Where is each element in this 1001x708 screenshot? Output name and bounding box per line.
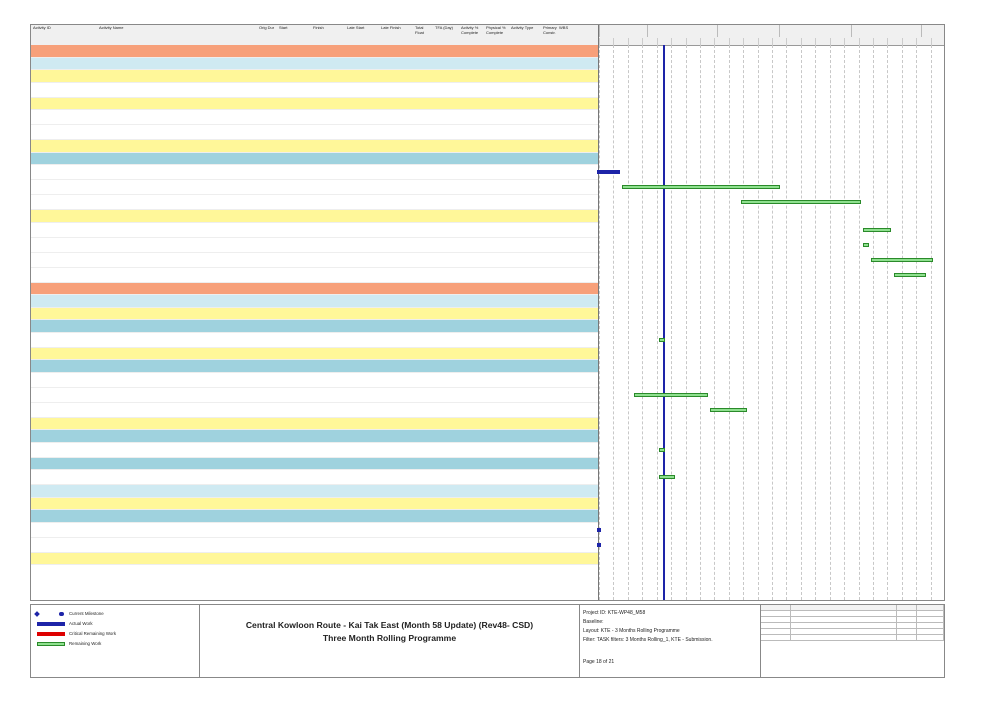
activity-row (31, 523, 598, 538)
revision-cell (917, 635, 944, 641)
activity-row (31, 223, 598, 238)
legend (31, 605, 200, 677)
week-label (599, 38, 613, 45)
actual-work-bar (597, 543, 601, 547)
activity-row (31, 403, 598, 418)
week-label (628, 38, 642, 45)
column-header: Primary Constr. (543, 26, 557, 35)
wbs-row (31, 70, 598, 83)
activity-row (31, 268, 598, 283)
actual-work-bar (597, 170, 620, 174)
report-subtitle: Three Month Rolling Programme (322, 633, 457, 643)
activity-row (31, 388, 598, 403)
activity-row (31, 470, 598, 485)
month-number (921, 31, 945, 37)
actual-work-swatch (37, 622, 65, 626)
week-label (916, 38, 930, 45)
critical-remaining-swatch (37, 632, 65, 636)
week-gridline (887, 45, 888, 600)
wbs-row (31, 485, 598, 498)
week-gridline (859, 45, 860, 600)
week-gridline (743, 45, 744, 600)
column-header: Total Float (415, 26, 424, 35)
wbs-row (31, 58, 598, 71)
activity-row (31, 110, 598, 125)
column-header: Activity ID (33, 26, 51, 30)
wbs-row (31, 98, 598, 111)
week-gridline (902, 45, 903, 600)
actual-work-bar (597, 528, 601, 532)
week-label (931, 38, 945, 45)
activity-row (31, 443, 598, 458)
gantt-chart (598, 25, 944, 600)
week-label (887, 38, 901, 45)
week-label (859, 38, 873, 45)
column-header: Activity Type (511, 26, 534, 30)
wbs-row (31, 498, 598, 511)
remaining-work-bar (871, 258, 933, 262)
column-header: WBS (559, 26, 569, 30)
week-label (772, 38, 786, 45)
week-label (743, 38, 757, 45)
activity-row (31, 195, 598, 210)
remaining-work-swatch (37, 642, 65, 646)
month-number (647, 31, 717, 37)
wbs-row (31, 210, 598, 223)
remaining-work-bar (634, 393, 708, 397)
legend-label-critical-remaining: Critical Remaining Work (69, 631, 117, 636)
timescale-header (598, 25, 945, 46)
week-label (758, 38, 772, 45)
week-label (729, 38, 743, 45)
month-number (779, 31, 851, 37)
data-date-line (663, 45, 665, 600)
revision-table (761, 605, 944, 677)
activity-row (31, 165, 598, 180)
project-id: Project ID: KTE-WP48_M58 (583, 610, 646, 616)
revision-cell (761, 635, 791, 641)
remaining-work-bar (863, 228, 892, 232)
remaining-work-bar (659, 338, 665, 342)
week-gridline (657, 45, 658, 600)
week-label (801, 38, 815, 45)
week-gridline (830, 45, 831, 600)
column-header: Late Start (347, 26, 365, 30)
column-header: Physical % Complete (486, 26, 506, 35)
revision-cell (897, 635, 917, 641)
wbs-row (31, 430, 598, 443)
current-milestone-icon (59, 612, 64, 616)
title-block (200, 605, 580, 677)
activity-row (31, 180, 598, 195)
activity-row (31, 83, 598, 98)
remaining-work-bar (659, 475, 675, 479)
week-label (613, 38, 627, 45)
activity-row (31, 238, 598, 253)
week-gridline (686, 45, 687, 600)
week-gridline (729, 45, 730, 600)
week-label (642, 38, 656, 45)
report-title: Central Kowloon Route - Kai Tak East (Month 58 Update) (Rev48- CSD) (245, 620, 534, 630)
project-info (580, 605, 761, 677)
week-gridline (642, 45, 643, 600)
week-label (714, 38, 728, 45)
remaining-work-bar (659, 448, 665, 452)
column-header: Finish (313, 26, 324, 30)
week-label (671, 38, 685, 45)
week-gridline (671, 45, 672, 600)
remaining-work-bar (710, 408, 747, 412)
week-label (873, 38, 887, 45)
week-gridline (599, 45, 600, 600)
activity-row (31, 538, 598, 553)
column-header: Activity Name (99, 26, 124, 30)
month-number (717, 31, 779, 37)
revision-cell (791, 635, 897, 641)
wbs-row (31, 418, 598, 431)
week-label (686, 38, 700, 45)
activity-table (31, 45, 598, 600)
wbs-row (31, 153, 598, 166)
column-header: Late Finish (381, 26, 401, 30)
week-gridline (873, 45, 874, 600)
week-gridline (628, 45, 629, 600)
milestone-icon (34, 611, 40, 617)
legend-label-remaining-work: Remaining Work (69, 641, 102, 646)
week-label (657, 38, 671, 45)
remaining-work-bar (894, 273, 927, 277)
filter: Filter: TASK filters: 3 Months Rolling_1, KTE - Submission. (583, 637, 713, 643)
wbs-row (31, 320, 598, 333)
week-gridline (815, 45, 816, 600)
layout: Layout: KTE - 3 Months Rolling Programme (583, 628, 680, 634)
week-label (830, 38, 844, 45)
activity-row (31, 373, 598, 388)
week-gridline (714, 45, 715, 600)
column-header: Start (279, 26, 288, 30)
wbs-row (31, 360, 598, 373)
remaining-work-bar (622, 185, 781, 189)
column-header-bar (31, 25, 598, 46)
week-label (902, 38, 916, 45)
gantt-body (598, 45, 945, 600)
wbs-row (31, 510, 598, 523)
wbs-row (31, 458, 598, 471)
week-label (786, 38, 800, 45)
legend-label-actual-work: Actual Work (69, 621, 93, 626)
legend-label-current-milestone: Current Milestone (69, 611, 104, 616)
wbs-row (31, 140, 598, 153)
baseline: Baseline: (583, 619, 604, 625)
week-gridline (801, 45, 802, 600)
wbs-row (31, 308, 598, 321)
remaining-work-bar (741, 200, 860, 204)
wbs-row (31, 348, 598, 361)
column-header: Orig Dur (259, 26, 275, 30)
week-gridline (786, 45, 787, 600)
week-label (700, 38, 714, 45)
activity-row (31, 125, 598, 140)
week-gridline (772, 45, 773, 600)
column-header: TFA (Day) (435, 26, 454, 30)
week-gridline (931, 45, 932, 600)
wbs-row (31, 553, 598, 566)
week-gridline (844, 45, 845, 600)
column-header: Activity % Complete (461, 26, 479, 35)
wbs-row (31, 45, 598, 58)
week-label (815, 38, 829, 45)
week-label (844, 38, 858, 45)
month-number (851, 31, 921, 37)
week-gridline (916, 45, 917, 600)
month-number (599, 31, 647, 37)
schedule-sheet (30, 24, 945, 601)
activity-row (31, 253, 598, 268)
week-gridline (758, 45, 759, 600)
page-number: Page 18 of 21 (583, 659, 615, 665)
footer-block (30, 604, 945, 678)
remaining-work-bar (863, 243, 869, 247)
wbs-row (31, 295, 598, 308)
wbs-row (31, 283, 598, 296)
activity-row (31, 333, 598, 348)
week-gridline (700, 45, 701, 600)
week-gridline (613, 45, 614, 600)
